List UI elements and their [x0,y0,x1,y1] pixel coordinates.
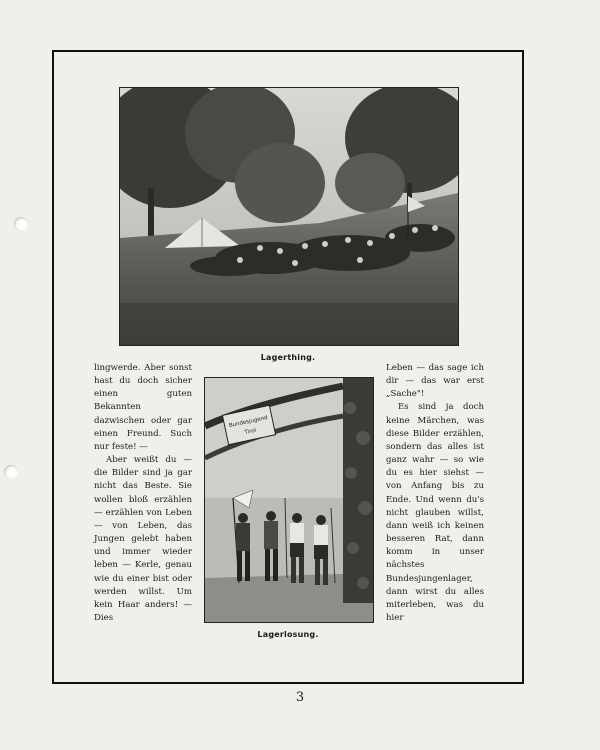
left-paragraph-2: Aber weißt du — die Bilder sind ja gar nicht das Beste. Sie wollen bloß erzählen — erzählen von Leben — von Leben, das Jungen gelebt haben und immer wieder leben — Kerle, genau wie du einer bist oder werden willst. Um kein Haar anders! — Dies [94,455,192,623]
caption-lagerthing: Lagerthing. [260,353,316,362]
right-paragraph-2: Es sind ja doch keine Märchen, was diese Bilder erzählen, sondern das alles ist ganz wahr — so wie du es hier siehst — von Anfang bis zu Ende. Und wenn du's nicht glauben willst, dann weiß ich keinen besseren Rat, dann komm in unser nächstes Bundesjungenlager, dann wirst du alles miterleben, was du hier [386,402,484,623]
left-text-column [94,362,192,625]
photo-lagerthing [119,87,459,346]
right-text-column [386,362,484,625]
caption-lagerlosung: Lagerlosung. [257,630,319,639]
gate-sign-line1: Bundesjugend [228,415,269,430]
photo-lagerlosung [204,377,374,623]
right-paragraph-1: Leben — das sage ich dir — das war erst „Sache"! [386,363,484,400]
punch-hole-top [14,217,28,231]
page-number: 3 [295,690,305,705]
gate-sign-line2: Tirol [244,427,257,437]
left-paragraph-1: lingwerde. Aber sonst hast du doch sicher einen guten Bekannten dazwischen oder gar einen Freund. Such nur feste! — [94,363,192,452]
punch-hole-bottom [4,465,18,479]
